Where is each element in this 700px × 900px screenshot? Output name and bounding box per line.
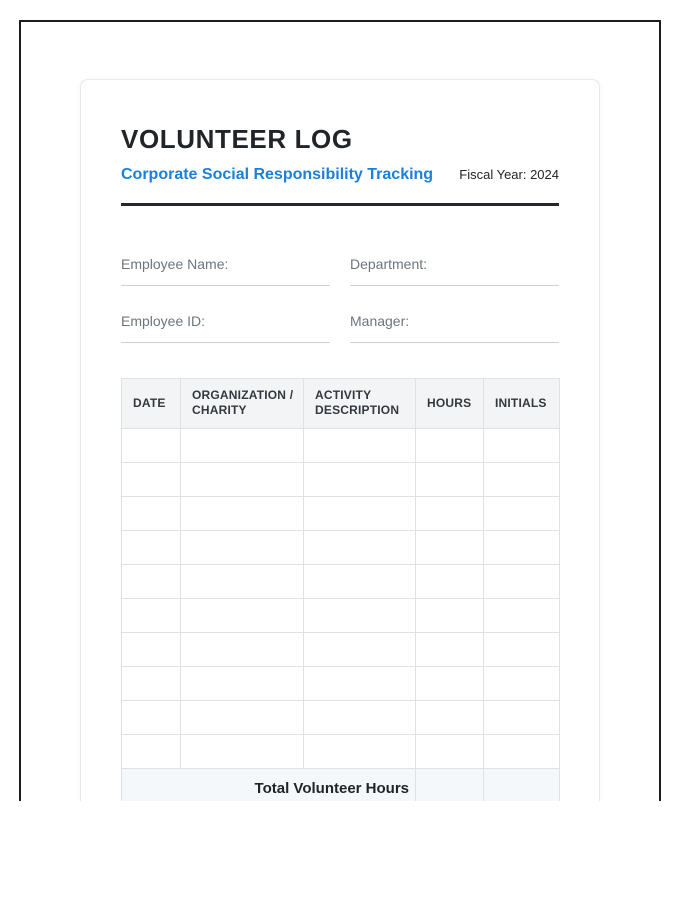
empty-cell (181, 667, 304, 701)
table-header-row (122, 378, 560, 428)
field-employee-id (121, 313, 330, 343)
empty-cell (122, 497, 181, 531)
empty-cell (304, 633, 416, 667)
empty-cell (484, 497, 560, 531)
table-row (122, 429, 560, 463)
empty-cell (181, 531, 304, 565)
column-header: ACTIVITY DESCRIPTION (304, 378, 416, 428)
empty-cell (484, 565, 560, 599)
empty-cell (304, 463, 416, 497)
table-row (122, 463, 560, 497)
empty-cell (122, 463, 181, 497)
empty-cell (484, 531, 560, 565)
table-row (122, 735, 560, 769)
table-row (122, 531, 560, 565)
empty-cell (416, 497, 484, 531)
empty-cell (122, 599, 181, 633)
empty-cell (484, 429, 560, 463)
empty-cell (416, 735, 484, 769)
empty-cell (484, 701, 560, 735)
empty-cell (484, 735, 560, 769)
empty-cell (304, 429, 416, 463)
table-row (122, 599, 560, 633)
column-header: INITIALS (484, 378, 560, 428)
document-card (80, 79, 600, 801)
empty-cell (181, 565, 304, 599)
field-label-employee-name: Employee Name: (121, 255, 229, 272)
field-label-department: Department: (350, 255, 428, 272)
empty-cell (122, 429, 181, 463)
subtitle-row (121, 166, 559, 184)
empty-cell (181, 599, 304, 633)
total-hours-value-cell (416, 769, 484, 801)
field-label-employee-id: Employee ID: (121, 312, 206, 329)
empty-cell (484, 463, 560, 497)
empty-cell (416, 701, 484, 735)
column-header: HOURS (416, 378, 484, 428)
empty-cell (122, 735, 181, 769)
empty-cell (181, 633, 304, 667)
empty-cell (416, 633, 484, 667)
empty-cell (416, 531, 484, 565)
empty-cell (304, 531, 416, 565)
empty-cell (416, 429, 484, 463)
column-header: DATE (122, 378, 181, 428)
field-employee-name (121, 256, 330, 286)
column-header: ORGANIZATION / CHARITY (181, 378, 304, 428)
empty-cell (122, 531, 181, 565)
empty-cell (304, 701, 416, 735)
total-hours-label: Total Volunteer Hours (122, 769, 416, 801)
table-row (122, 633, 560, 667)
empty-cell (304, 497, 416, 531)
empty-cell (484, 633, 560, 667)
field-label-manager: Manager: (350, 312, 410, 329)
table-row (122, 497, 560, 531)
empty-cell (416, 463, 484, 497)
table-body (122, 429, 560, 769)
empty-cell (122, 701, 181, 735)
empty-cell (181, 429, 304, 463)
empty-cell (304, 667, 416, 701)
empty-cell (304, 735, 416, 769)
field-manager (350, 313, 559, 343)
field-department (350, 256, 559, 286)
empty-cell (122, 633, 181, 667)
volunteer-log-table (121, 378, 560, 801)
empty-cell (304, 565, 416, 599)
empty-cell (181, 735, 304, 769)
page-subtitle: Corporate Social Responsibility Tracking (121, 165, 434, 183)
empty-cell (416, 565, 484, 599)
empty-cell (181, 701, 304, 735)
total-row (122, 769, 560, 801)
empty-cell (122, 667, 181, 701)
table-row (122, 701, 560, 735)
fiscal-year-label: Fiscal Year: 2024 (459, 166, 559, 182)
empty-cell (122, 565, 181, 599)
table-row (122, 667, 560, 701)
page-title: VOLUNTEER LOG (121, 124, 353, 154)
empty-cell (416, 599, 484, 633)
empty-cell (484, 667, 560, 701)
total-initials-value-cell (484, 769, 560, 801)
empty-cell (484, 599, 560, 633)
employee-info-section (121, 256, 559, 343)
divider-rule (121, 203, 559, 206)
empty-cell (416, 667, 484, 701)
empty-cell (304, 599, 416, 633)
empty-cell (181, 497, 304, 531)
table-row (122, 565, 560, 599)
empty-cell (181, 463, 304, 497)
page-frame (19, 20, 661, 801)
